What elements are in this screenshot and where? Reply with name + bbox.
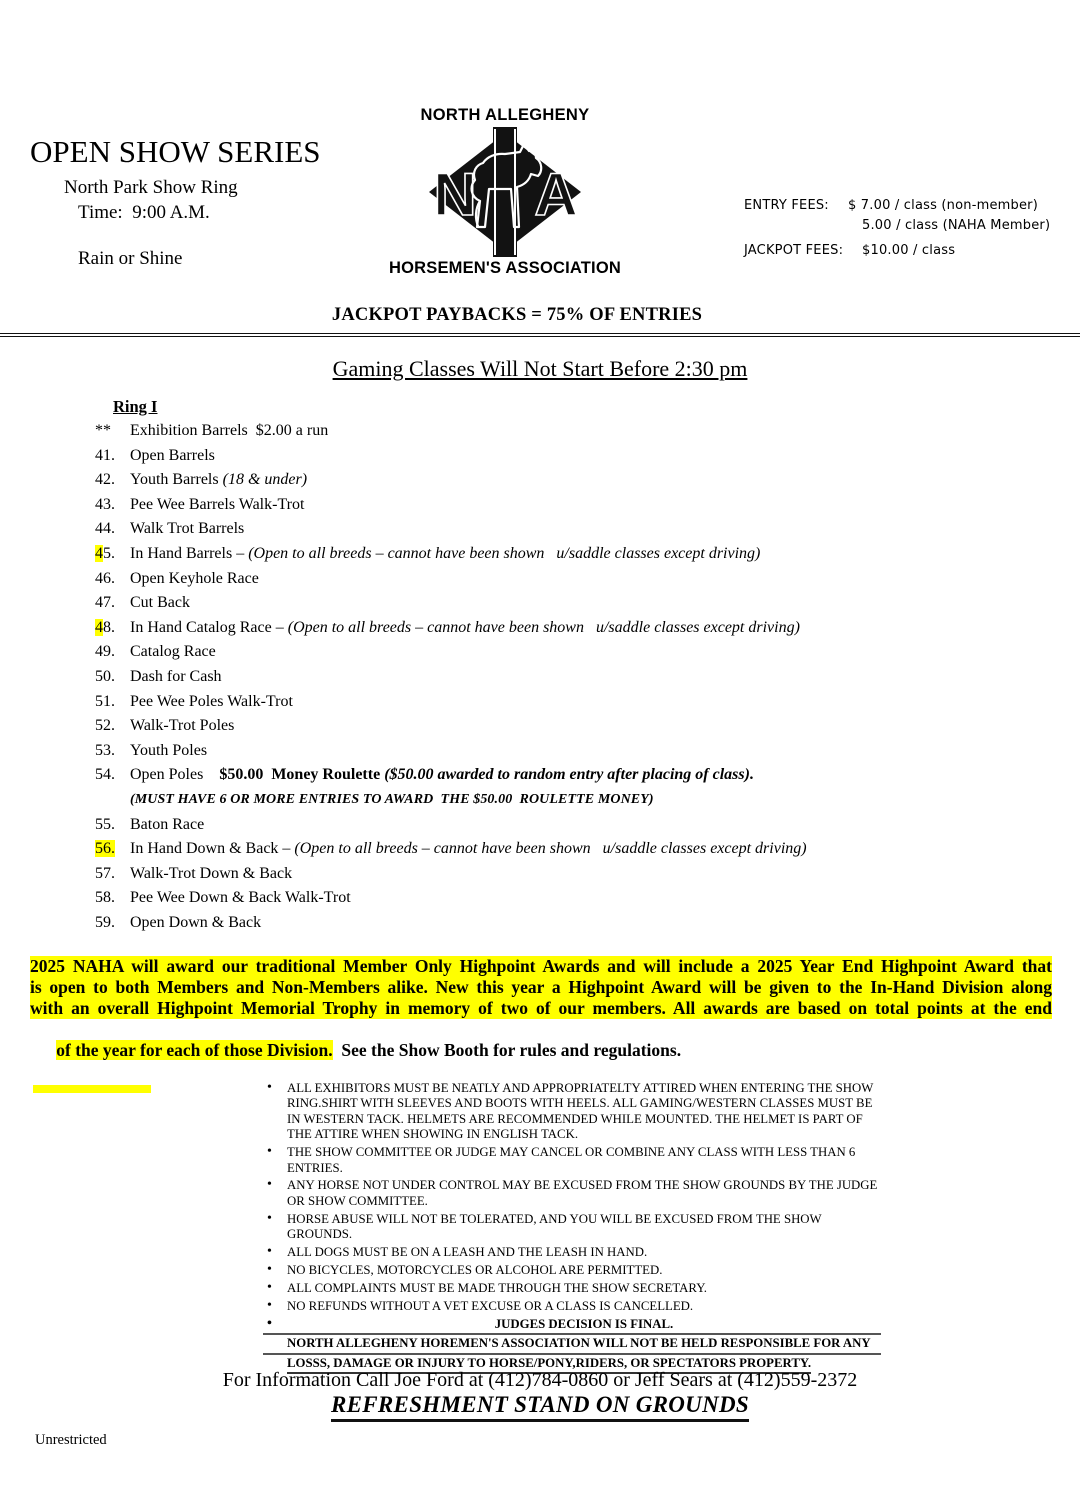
rule-item: • ALL COMPLAINTS MUST BE MADE THROUGH THE SHOW SECRETARY. [267,1279,708,1295]
class-row: 49. Catalog Race [95,643,216,661]
rule-item: • ALL DOGS MUST BE ON A LEASH AND THE LEASH IN HAND. [267,1244,648,1260]
bullet-icon: • [267,1080,272,1095]
gaming-notice: Gaming Classes Will Not Start Before 2:30 pm [332,356,748,381]
judges-decision-line: • JUDGES DECISION IS FINAL. [263,1317,881,1335]
class-row: 59. Open Down & Back [95,913,262,931]
liability-disclaimer-line1: NORTH ALLEGHENY HOREMEN'S ASSOCIATION WILL NOT BE HELD RESPONSIBLE FOR ANY [263,1335,881,1354]
svg-text:A: A [534,161,578,228]
class-row: 48. In Hand Catalog Race – (Open to all breeds – cannot have been shown u/saddle classes except driving) [95,618,800,636]
refreshment-stand-line: REFRESHMENT STAND ON GROUNDS [0,1392,1080,1418]
class-row: 44. Walk Trot Barrels [95,520,245,538]
entry-fee-member: 5.00 / class (NAHA Member) [862,218,1051,233]
highlighted-class-number: 56. [95,840,115,858]
awards-highlight-paragraph [30,956,1052,1093]
class-row: 51. Pee Wee Poles Walk-Trot [95,692,293,710]
highlight-line: with an overall Highpoint Memorial Trophy in memory of two of our members. All awards are based on total points at the end [30,997,1052,1018]
time-line: Time: 9:00 A.M. [78,202,210,223]
bullet-icon: • [267,1261,272,1277]
ring-heading: Ring I [113,397,158,416]
class-row: ** Exhibition Barrels $2.00 a run [95,422,329,439]
fees-block [744,196,1050,261]
class-row: 43. Pee Wee Barrels Walk-Trot [95,495,305,513]
class-row: 47. Cut Back [95,594,190,612]
jackpot-paybacks-banner: JACKPOT PAYBACKS = 75% OF ENTRIES [331,305,703,325]
bullet-icon: • [267,1297,272,1313]
title-block [30,134,321,270]
class-list [0,419,1080,935]
jackpot-fees-label: JACKPOT FEES: [744,243,844,258]
class-row: 56. In Hand Down & Back – (Open to all breeds – cannot have been shown u/saddle classes except driving) [95,840,807,858]
class-row: 50. Dash for Cash [95,667,222,685]
highlight-line-last: of the year for each of those Division. See the Show Booth for rules and regulations. [56,1039,682,1060]
venue-line: North Park Show Ring [64,177,238,198]
rule-item: • NO REFUNDS WITHOUT A VET EXCUSE OR A CLASS IS CANCELLED. [267,1297,694,1313]
class-row: 53. Youth Poles [95,741,208,759]
class-row: 58. Pee Wee Down & Back Walk-Trot [95,889,351,907]
rule-item: • NO BICYCLES, MOTORCYCLES OR ALCOHOL ARE PERMITTED. [267,1261,663,1277]
svg-text:N: N [433,161,477,228]
bullet-icon: • [267,1279,272,1295]
jackpot-fee-value: $10.00 / class [862,243,956,258]
class-row: 42. Youth Barrels (18 & under) [95,471,308,489]
show-booth-note: See the Show Booth for rules and regulations. [332,1039,682,1060]
rule-item: • ANY HORSE NOT UNDER CONTROL MAY BE EXCUSED FROM THE SHOW GROUNDS BY THE JUDGE OR SHOW COMMITTEE. [267,1177,878,1208]
class-row: 52. Walk-Trot Poles [95,717,235,735]
diamond-horse-logo-icon [425,127,585,257]
class-row: 55. Baton Race [95,815,205,833]
classification-label: Unrestricted [35,1432,107,1448]
highlighted-class-number: 4 [95,618,103,636]
entry-fee-nonmember: $ 7.00 / class (non-member) [848,198,1038,213]
rule-item: • ALL EXHIBITORS MUST BE NEATLY AND APPROPRIATELTY ATTIRED WHEN ENTERING THE SHOW RING.SHIRT WITH SLEEVES AND BOOTS WITH HEELS. ALL GAMING/WESTERN CLASSES MUST BE IN WESTERN TACK. HELMETS ARE RECOMMENDED WHILE MOUNTED. THE HELMET IS PART OF THE ATTIRE WHEN SHOWING IN ENGLISH TACK. [267,1080,874,1142]
bullet-icon: • [267,1244,272,1260]
bullet-icon: • [267,1144,272,1160]
roulette-note: (MUST HAVE 6 OR MORE ENTRIES TO AWARD THE $50.00 ROULETTE MONEY) [130,791,654,807]
association-logo [378,106,632,278]
class-row: 57. Walk-Trot Down & Back [95,864,293,882]
rules-block [263,1081,881,1374]
contact-info-line: For Information Call Joe Ford at (412)784-0860 or Jeff Sears at (412)559-2372 [222,1369,858,1391]
bullet-icon: • [267,1315,272,1331]
class-row: 45. In Hand Barrels – (Open to all breeds – cannot have been shown u/saddle classes except driving) [95,544,761,562]
highlight-line: 2025 NAHA will award our traditional Member Only Highpoint Awards and will include a 2025 Year End Highpoint Award that [30,956,1052,976]
rule-item: • THE SHOW COMMITTEE OR JUDGE MAY CANCEL OR COMBINE ANY CLASS WITH LESS THAN 6 ENTRIES. [267,1144,856,1175]
page-title: OPEN SHOW SERIES [30,134,321,169]
highlight-empty-strip [33,1085,151,1093]
bullet-icon: • [267,1177,272,1193]
org-name-bottom: HORSEMEN'S ASSOCIATION [388,259,621,277]
entry-fees-label: ENTRY FEES: [744,198,829,213]
org-name-top: NORTH ALLEGHENY [420,106,590,124]
bullet-icon: • [267,1210,272,1226]
highlight-line: is open to both Members and Non-Members alike. New this year a Highpoint Award will be given to the In-Hand Division along [30,976,1052,997]
rain-or-shine-line: Rain or Shine [78,248,183,269]
class-row: 46. Open Keyhole Race [95,569,259,587]
class-note-row [0,788,1080,813]
class-row: 41. Open Barrels [95,446,215,464]
liability-disclaimer-line2: LOSSS, DAMAGE OR INJURY TO HORSE/PONY,RIDERS, OR SPECTATORS PROPERTY. [287,1355,881,1374]
highlighted-class-number: 4 [95,544,103,562]
rule-item: • HORSE ABUSE WILL NOT BE TOLERATED, AND YOU WILL BE EXCUSED FROM THE SHOW GROUNDS. [267,1210,822,1242]
horizontal-divider [0,333,1080,337]
class-row: 54. Open Poles $50.00 Money Roulette ($50.00 awarded to random entry after placing of class). [95,766,754,784]
